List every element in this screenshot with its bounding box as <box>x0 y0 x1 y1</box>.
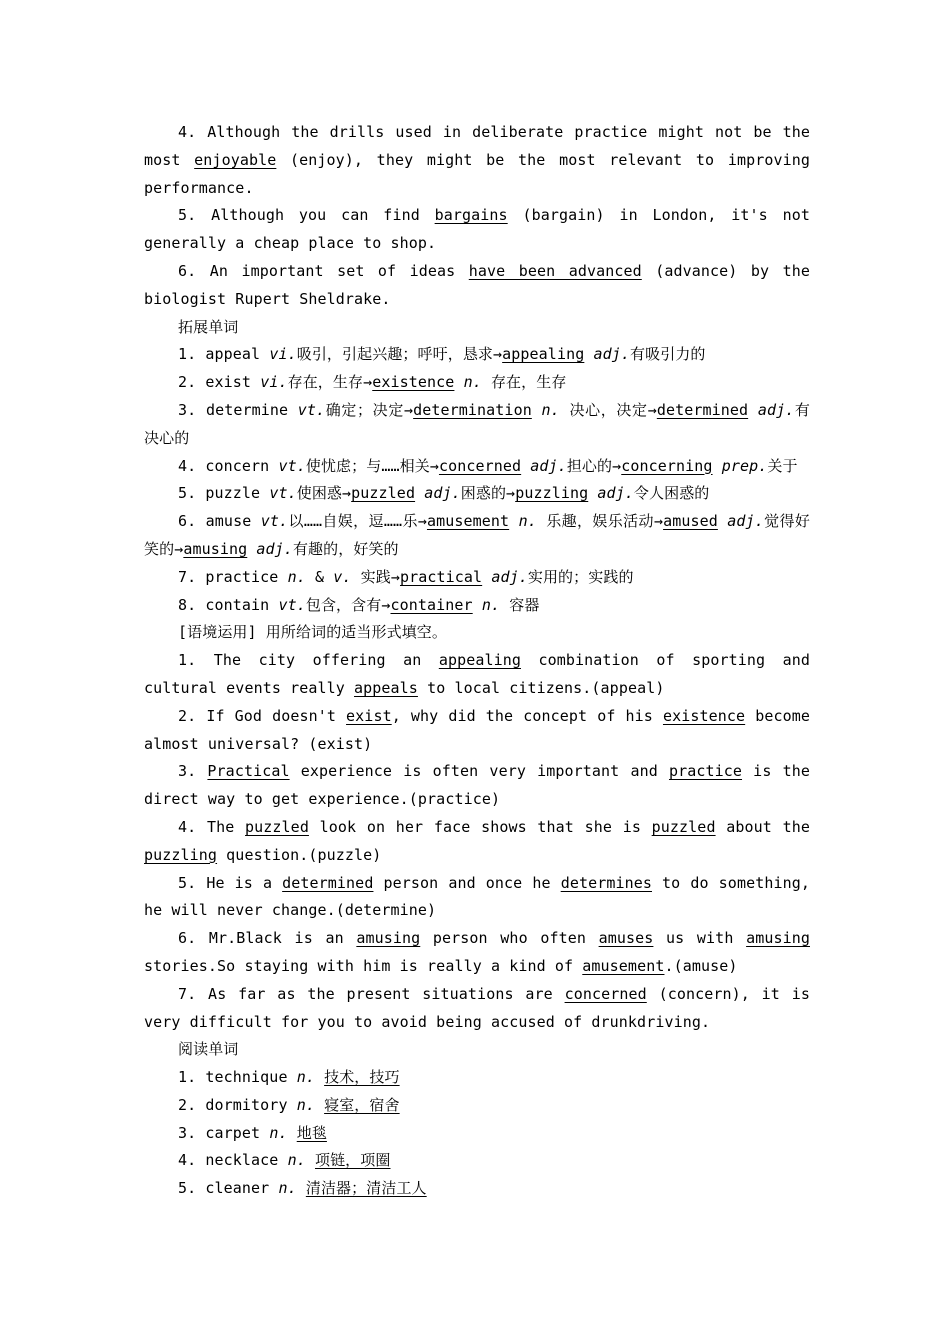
item-text <box>588 484 597 502</box>
item-text: 4. necklace <box>178 1151 288 1170</box>
item-text: 1. The city offering an <box>178 651 439 670</box>
sentence-4 <box>144 119 810 202</box>
item-text: 2. exist <box>178 373 261 392</box>
sentence-6 <box>144 258 810 314</box>
part-of-speech: vi. <box>269 345 297 364</box>
item-text: experience is often very important and <box>289 762 669 781</box>
answer-blank: amuses <box>598 929 654 948</box>
item-text: 存在，生存→ <box>287 373 373 392</box>
answer-blank: enjoyable <box>194 150 277 169</box>
item-text: stories.So staying with him is really a kind of <box>144 956 583 975</box>
answer-blank: 项链，项圈 <box>314 1151 391 1170</box>
part-of-speech: adj. <box>491 567 528 586</box>
item-text: 7. As far as the present situations are <box>178 984 565 1003</box>
answer-blank: exist <box>346 706 392 725</box>
item-text: 8. contain <box>178 595 279 614</box>
part-of-speech: adj. <box>597 484 634 503</box>
item-text: question.(puzzle) <box>217 845 382 864</box>
item-text: 有吸引力的 <box>630 345 706 364</box>
answer-blank: 清洁器；清洁工人 <box>305 1179 427 1198</box>
item-text <box>415 484 424 502</box>
answer-blank: puzzled <box>351 484 416 503</box>
part-of-speech: adj. <box>757 400 795 419</box>
answer-blank: existence <box>662 706 746 725</box>
expand-heading: 拓展单词 <box>178 317 239 336</box>
item-text: 4. The <box>178 817 246 836</box>
sentence-text: (enjoy), they might be the most relevant to improving performance. <box>144 150 811 197</box>
item-text: , why did the concept of his <box>391 706 663 725</box>
part-of-speech: adj. <box>530 456 567 475</box>
answer-blank: amusing <box>356 929 421 948</box>
item-text: 3. carpet <box>178 1123 270 1142</box>
part-of-speech: adj. <box>256 539 293 558</box>
expand-item <box>144 453 810 481</box>
part-of-speech: prep. <box>721 456 768 475</box>
part-of-speech: vi. <box>260 373 288 392</box>
item-text: 确定；决定→ <box>325 400 414 419</box>
context-item <box>144 925 810 981</box>
sentence-text: 5. Although you can find <box>178 206 435 225</box>
part-of-speech: vt. <box>260 512 289 531</box>
item-text <box>315 1096 324 1114</box>
item-text: about the <box>715 817 810 836</box>
item-text <box>306 1151 315 1169</box>
answer-blank: 寝室，宿舍 <box>324 1095 400 1114</box>
item-text: 7. practice <box>178 567 288 586</box>
answer-blank: amusement <box>426 512 510 531</box>
part-of-speech: v. <box>333 567 352 586</box>
context-heading: [语境运用] 用所给词的适当形式填空。 <box>178 623 447 642</box>
part-of-speech: vt. <box>297 400 326 419</box>
item-text: 有决心的 <box>144 400 811 447</box>
item-text <box>509 512 518 530</box>
item-text: 4. concern <box>178 456 279 475</box>
item-text <box>297 1179 306 1197</box>
context-item <box>144 981 810 1037</box>
expand-item <box>144 592 810 620</box>
item-text <box>532 401 542 419</box>
item-text: 5. cleaner <box>178 1179 279 1198</box>
answer-blank: 技术，技巧 <box>324 1068 400 1087</box>
item-text <box>473 596 482 614</box>
item-text: 包含，含有→ <box>305 595 391 614</box>
answer-blank: determination <box>413 400 532 419</box>
item-text: 吸引，引起兴趣；呼吁，恳求→ <box>296 345 503 364</box>
item-text: 令人困惑的 <box>633 484 710 503</box>
item-text: 决心，决定→ <box>559 400 657 419</box>
item-text <box>454 373 463 391</box>
answer-blank: determined <box>282 873 374 892</box>
item-text: to do something, he will never change.(determine) <box>144 873 810 920</box>
answer-blank: practice <box>668 762 743 781</box>
part-of-speech: vt. <box>269 484 297 503</box>
item-text: 5. puzzle <box>178 484 270 503</box>
part-of-speech: n. <box>541 400 560 419</box>
answer-blank: puzzled <box>651 817 716 836</box>
context-item <box>144 703 810 759</box>
item-text <box>482 568 491 586</box>
part-of-speech: n. <box>481 595 501 614</box>
reading-item <box>144 1175 810 1203</box>
item-text <box>718 512 727 530</box>
expand-item <box>144 508 810 564</box>
item-text <box>713 457 722 475</box>
answer-blank: concerning <box>621 456 713 475</box>
item-text <box>748 401 758 419</box>
item-text: 5. He is a <box>178 873 283 892</box>
item-text: become almost universal? (exist) <box>144 706 810 753</box>
answer-blank: determines <box>560 873 652 892</box>
reading-item <box>144 1092 810 1120</box>
part-of-speech: n. <box>463 373 482 392</box>
answer-blank: container <box>390 595 473 614</box>
answer-blank: amused <box>663 512 718 531</box>
reading-item <box>144 1064 810 1092</box>
expand-word-list <box>144 341 810 619</box>
expand-item <box>144 480 810 508</box>
answer-blank: 地毯 <box>296 1123 327 1142</box>
item-text: 担心的→ <box>566 456 622 475</box>
item-text: 使困惑→ <box>296 484 352 503</box>
item-text <box>521 457 530 475</box>
sentence-text: 6. An important set of ideas <box>178 261 469 280</box>
item-text: person and once he <box>373 873 561 892</box>
item-text: 容器 <box>500 595 540 614</box>
part-of-speech: n. <box>269 1123 288 1142</box>
part-of-speech: n. <box>287 567 306 586</box>
item-text: .(amuse) <box>664 956 738 975</box>
context-item <box>144 647 810 703</box>
item-text: combination of sporting and cultural events really <box>144 651 810 697</box>
part-of-speech: vt. <box>278 456 306 475</box>
answer-blank: concerned <box>438 456 522 475</box>
sentence-text: (advance) by the biologist Rupert Sheldrake. <box>144 261 810 308</box>
answer-blank: amusing <box>183 539 248 558</box>
context-item <box>144 814 810 870</box>
part-of-speech: n. <box>287 1151 306 1170</box>
expand-item <box>144 564 810 592</box>
sentence-text: 4. Although the drills used in deliberate practice might not be the most <box>144 123 810 169</box>
item-text: 实践→ <box>351 567 400 586</box>
item-text: 1. appeal <box>178 345 270 364</box>
item-text: 乐趣，娱乐活动→ <box>536 512 664 531</box>
item-text: 2. dormitory <box>178 1095 297 1114</box>
sentence-list <box>144 119 810 314</box>
answer-blank: appealing <box>438 651 521 670</box>
answer-blank: puzzled <box>245 817 309 836</box>
part-of-speech: vt. <box>278 595 306 614</box>
answer-blank: determined <box>656 400 749 419</box>
item-text: 使忧虑；与……相关→ <box>305 456 439 475</box>
item-text: look on her face shows that she is <box>308 817 652 836</box>
answer-blank: appealing <box>502 345 585 364</box>
part-of-speech: adj. <box>593 345 631 364</box>
item-text: 关于 <box>767 456 798 475</box>
item-text <box>288 1124 297 1142</box>
part-of-speech: n. <box>296 1095 315 1114</box>
item-text: 2. If God doesn't <box>178 706 347 725</box>
sentence-text: (bargain) in London, it's not generally a cheap place to shop. <box>144 206 810 253</box>
part-of-speech: n. <box>278 1179 297 1198</box>
expand-item <box>144 397 810 453</box>
item-text: is the direct way to get experience.(practice) <box>144 762 810 809</box>
answer-blank: concerned <box>564 984 647 1003</box>
sentence-5 <box>144 202 810 258</box>
answer-blank: amusement <box>582 956 665 975</box>
answer-blank: appeals <box>354 678 418 697</box>
part-of-speech: adj. <box>424 484 461 503</box>
context-item <box>144 758 810 814</box>
document-page <box>144 119 810 1203</box>
context-exercise-list <box>144 647 810 1036</box>
item-text: 6. Mr.Black is an <box>178 929 357 948</box>
expand-item <box>144 369 810 397</box>
item-text: 有趣的，好笑的 <box>292 539 399 558</box>
item-text: us with <box>653 929 747 948</box>
item-text: 困惑的→ <box>460 484 516 503</box>
answer-blank: have been advanced <box>468 261 642 280</box>
item-text: 1. technique <box>178 1068 297 1087</box>
item-text: (concern), it is very difficult for you to avoid being accused of drunkdriving. <box>144 984 810 1031</box>
item-text: 以……自娱，逗……乐→ <box>288 512 427 531</box>
answer-blank: bargains <box>434 206 508 225</box>
item-text: 觉得好笑的→ <box>144 512 810 558</box>
reading-word-list <box>144 1064 810 1203</box>
answer-blank: puzzling <box>515 484 589 503</box>
reading-item <box>144 1147 810 1175</box>
item-text: 实用的；实践的 <box>527 567 634 586</box>
reading-item <box>144 1120 810 1148</box>
item-text <box>315 1068 324 1086</box>
item-text: 3. determine <box>178 400 298 419</box>
answer-blank: Practical <box>207 762 290 781</box>
item-text: & <box>305 567 334 586</box>
answer-blank: puzzling <box>144 845 218 864</box>
reading-heading: 阅读单词 <box>178 1040 239 1059</box>
context-item <box>144 870 810 926</box>
expand-item <box>144 341 810 369</box>
item-text: 存在，生存 <box>481 373 567 392</box>
answer-blank: amusing <box>746 929 810 948</box>
part-of-speech: n. <box>296 1068 315 1087</box>
answer-blank: practical <box>399 567 483 586</box>
part-of-speech: n. <box>518 512 537 531</box>
item-text: person who often <box>420 929 599 948</box>
item-text: to local citizens.(appeal) <box>417 678 665 697</box>
part-of-speech: adj. <box>727 512 764 531</box>
item-text: 6. amuse <box>178 512 261 531</box>
answer-blank: existence <box>372 373 455 392</box>
item-text: 3. <box>178 762 208 781</box>
